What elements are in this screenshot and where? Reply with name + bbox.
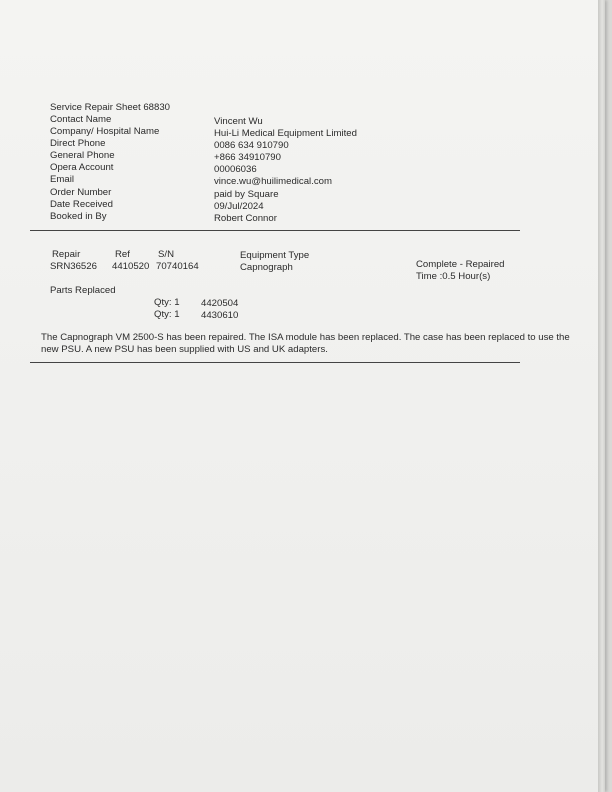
col-header-repair: Repair xyxy=(52,249,81,260)
label-email: Email xyxy=(50,174,74,186)
label-booked-in-by: Booked in By xyxy=(50,210,107,222)
value-direct-phone: 0086 634 910790 xyxy=(214,140,289,152)
part-code: 4430610 xyxy=(201,310,239,321)
label-opera-account: Opera Account xyxy=(50,162,114,174)
value-contact-name: Vincent Wu xyxy=(214,116,263,127)
value-opera-account: 00006036 xyxy=(214,164,257,176)
status-complete: Complete - Repaired xyxy=(416,259,505,270)
value-booked-in-by: Robert Connor xyxy=(214,212,277,224)
value-email: vince.wu@huilimedical.com xyxy=(214,176,332,188)
part-qty: Qty: 1 xyxy=(154,297,180,308)
label-date-received: Date Received xyxy=(50,198,113,210)
page-edge xyxy=(598,0,605,792)
divider-bottom xyxy=(30,362,520,363)
label-order-number: Order Number xyxy=(50,186,112,198)
repair-equipment-type: Capnograph xyxy=(240,262,293,273)
parts-heading: Parts Replaced xyxy=(50,285,116,296)
value-order-number: paid by Square xyxy=(214,188,279,200)
value-general-phone: +866 34910790 xyxy=(214,152,281,164)
repair-notes: The Capnograph VM 2500-S has been repaired. The ISA module has been replaced. The case has been replaced to use the new PSU. A new PSU has been supplied with US and UK adapters. xyxy=(41,332,570,355)
sheet-title: Service Repair Sheet 68830 xyxy=(50,102,170,113)
repair-number: SRN36526 xyxy=(50,261,97,272)
repair-serial-number: 70740164 xyxy=(156,261,199,272)
label-general-phone: General Phone xyxy=(50,150,115,162)
label-company: Company/ Hospital Name xyxy=(50,126,160,138)
col-header-ref: Ref xyxy=(115,249,130,260)
part-code: 4420504 xyxy=(201,298,239,309)
divider-top xyxy=(30,230,520,231)
label-contact-name: Contact Name xyxy=(50,114,112,125)
status-time: Time :0.5 Hour(s) xyxy=(416,271,491,282)
repair-ref: 4410520 xyxy=(112,261,150,272)
value-company: Hui-Li Medical Equipment Limited xyxy=(214,128,357,140)
col-header-sn: S/N xyxy=(158,249,174,260)
detail-labels xyxy=(50,114,159,223)
label-direct-phone: Direct Phone xyxy=(50,138,106,150)
col-header-equipment: Equipment Type xyxy=(240,250,310,261)
detail-values xyxy=(214,116,357,225)
value-date-received: 09/Jul/2024 xyxy=(214,200,264,212)
part-qty: Qty: 1 xyxy=(154,309,180,320)
